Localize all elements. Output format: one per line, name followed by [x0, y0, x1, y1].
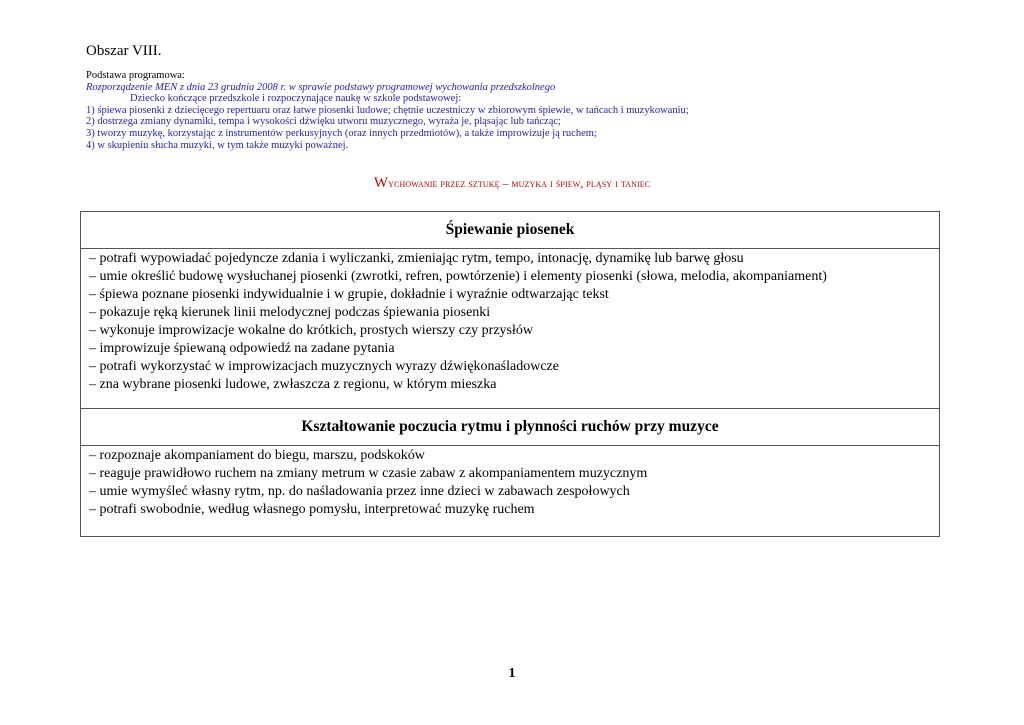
- basis-label: Podstawa programowa:: [86, 70, 185, 81]
- main-heading-initial: W: [373, 175, 389, 191]
- list-item: – wykonuje improwizacje wokalne do krótkich, prostych wierszy czy przysłów: [89, 323, 533, 338]
- list-item: – potrafi swobodnie, według własnego pomysłu, interpretować muzykę ruchem: [89, 502, 535, 517]
- page-number: 1: [508, 666, 516, 681]
- section-title-rhythm: Kształtowanie poczucia rytmu i płynności ruchów przy muzyce: [81, 409, 940, 446]
- section-items-rhythm: [81, 446, 940, 537]
- list-item: – rozpoznaje akompaniament do biegu, marszu, podskoków: [89, 448, 425, 463]
- regulation-reference: Rozporządzenie MEN z dnia 23 grudnia 2008 r. w sprawie podstawy programowej wychowania przedszkolnego: [86, 81, 556, 93]
- basis-point: 3) tworzy muzykę, korzystając z instrumentów perkusyjnych (oraz innych przedmiotów), a także improwizuje ją ruchem;: [86, 127, 597, 139]
- list-item: – umie określić budowę wysłuchanej piosenki (zwrotki, refren, powtórzenie) i elementy piosenki (słowa, melodia, akompaniament): [89, 269, 827, 284]
- basis-point: 1) śpiewa piosenki z dziecięcego repertuaru oraz łatwe piosenki ludowe; chętnie uczestniczy w zbiorowym śpiewie, w tańcach i muzykowaniu;: [86, 104, 689, 116]
- list-item: – improwizuje śpiewaną odpowiedź na zadane pytania: [89, 341, 395, 356]
- basis-intro: Dziecko kończące przedszkole i rozpoczynające naukę w szkole podstawowej:: [130, 93, 462, 105]
- basis-point: 4) w skupieniu słucha muzyki, w tym także muzyki poważnej.: [86, 139, 349, 151]
- list-item: – śpiewa poznane piosenki indywidualnie i w grupie, dokładnie i wyraźnie odtwarzając tekst: [89, 287, 609, 302]
- main-heading-rest: ychowanie przez sztukę – muzyka i śpiew, pląsy i taniec: [388, 178, 651, 190]
- list-item: – pokazuje ręką kierunek linii melodycznej podczas śpiewania piosenki: [89, 305, 491, 320]
- skills-table: [80, 211, 940, 537]
- main-heading: [0, 175, 1024, 192]
- area-title: Obszar VIII.: [86, 43, 162, 59]
- section-items-singing: [81, 249, 940, 409]
- list-item: – reaguje prawidłowo ruchem na zmiany metrum w czasie zabaw z akompaniamentem muzycznym: [89, 466, 648, 481]
- list-item: – potrafi wykorzystać w improwizacjach muzycznych wyrazy dźwiękonaśladowcze: [89, 359, 559, 374]
- list-item: – umie wymyśleć własny rytm, np. do naśladowania przez inne dzieci w zabawach zespołowych: [89, 484, 630, 499]
- section-title-singing: Śpiewanie piosenek: [81, 212, 940, 249]
- list-item: – zna wybrane piosenki ludowe, zwłaszcza z regionu, w którym mieszka: [89, 377, 497, 392]
- basis-point: 2) dostrzega zmiany dynamiki, tempa i wysokości dźwięku utworu muzycznego, wyraża je, pląsając lub tańcząc;: [86, 116, 561, 128]
- curriculum-basis: [86, 70, 966, 151]
- list-item: – potrafi wypowiadać pojedyncze zdania i wyliczanki, zmieniając rytm, tempo, intonację, dynamikę lub barwę głosu: [89, 251, 744, 266]
